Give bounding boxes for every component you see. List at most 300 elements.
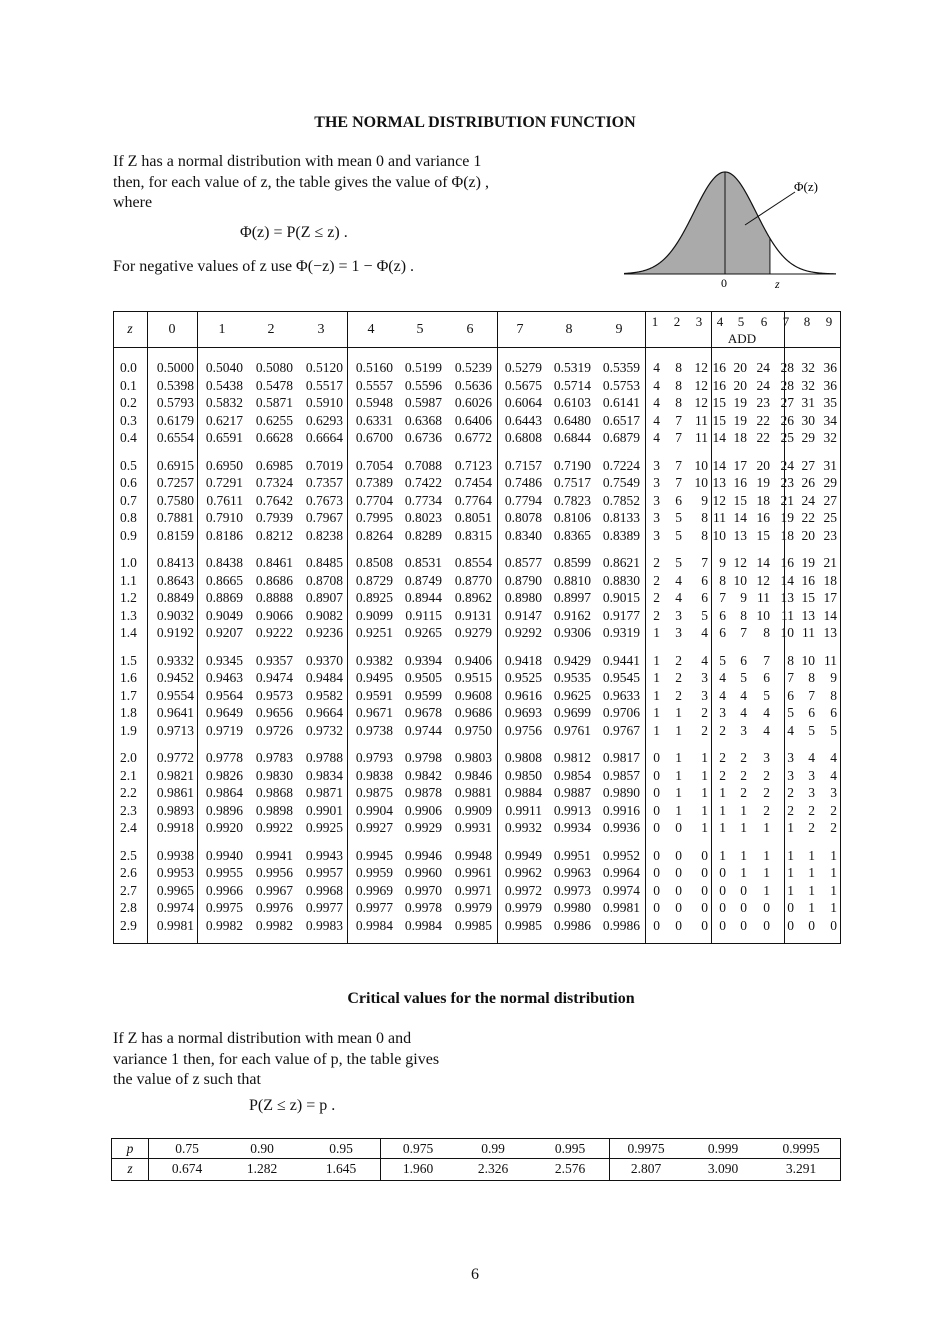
add-cell: 6 [719,625,726,641]
table-cell: 0.7910 [205,510,243,526]
table-cell: 0.9726 [255,722,293,738]
table-cell: 0.9931 [454,820,492,836]
table-cell: 0.9564 [205,687,243,703]
table-cell: 0.8925 [355,590,393,606]
add-cell: 8 [675,360,682,375]
table-cell: 0.5636 [454,377,492,393]
table-cell: 0.9977 [305,900,343,916]
table-cell: 0.9649 [205,705,243,721]
digit-header: 8 [565,322,573,337]
add-cell: 0 [653,917,660,933]
add-cell: 8 [808,670,815,686]
table-cell: 0.9970 [404,882,442,898]
table-cell: 0.9957 [305,865,343,881]
add-cell: 14 [712,430,726,446]
add-cell: 3 [701,670,708,686]
critical-values-table [111,1138,841,1181]
table-cell: 0.9934 [553,820,591,836]
table-cell: 0.5239 [454,360,492,375]
z-value: 0.8 [120,510,137,526]
table-cell: 0.6406 [454,412,492,428]
add-cell: 18 [780,527,794,543]
table-cell: 0.7549 [602,475,640,491]
add-cell: 1 [808,865,815,881]
table-cell: 0.9982 [255,917,293,933]
add-cell: 4 [701,625,708,641]
add-cell: 1 [719,785,726,801]
table-cell: 0.9946 [404,847,442,863]
add-cell: 1 [787,882,794,898]
add-cell: 7 [675,475,682,491]
add-cell: 15 [801,590,815,606]
add-cell: 15 [756,527,770,543]
add-cell: 21 [823,555,837,570]
z-value: 2.4 [120,820,137,836]
add-cell: 11 [824,652,837,668]
table-cell: 0.9956 [255,865,293,881]
table-cell: 0.7486 [504,475,542,491]
add-cell: 10 [694,457,708,473]
add-column-header: 1 [651,314,659,329]
table-cell: 0.8621 [602,555,640,570]
table-cell: 0.6141 [602,395,640,411]
digit-header: 4 [367,322,375,337]
table-cell: 0.7019 [305,457,343,473]
add-cell: 20 [733,377,747,393]
add-cell: 6 [740,652,747,668]
add-cell: 19 [801,555,815,570]
table-cell: 0.9279 [454,625,492,641]
table-cell: 0.9015 [602,590,640,606]
table-cell: 0.6985 [255,457,293,473]
add-cell: 6 [830,705,837,721]
add-cell: 24 [780,457,794,473]
add-cell: 16 [780,555,794,570]
add-cell: 1 [830,865,837,881]
add-cell: 0 [675,820,682,836]
table-cell: 0.9778 [205,750,243,765]
table-cell: 0.9099 [355,607,393,623]
normal-distribution-table [113,311,841,944]
add-cell: 4 [763,722,770,738]
table-cell: 0.7673 [305,492,343,508]
add-cell: 11 [695,412,708,428]
table-cell: 0.8686 [255,572,293,588]
add-cell: 7 [808,687,815,703]
table-cell: 0.9429 [553,652,591,668]
add-cell: 11 [757,590,770,606]
table-cell: 0.7291 [205,475,243,491]
add-cell: 2 [787,802,794,818]
table-cell: 0.5000 [156,360,194,375]
table-cell: 0.9573 [255,687,293,703]
table-cell: 0.9842 [404,767,442,783]
add-cell: 1 [763,820,770,836]
add-cell: 12 [756,572,770,588]
add-cell: 27 [801,457,815,473]
add-cell: 1 [808,847,815,863]
phi-label: Φ(z) [794,179,818,194]
table-cell: 0.9864 [205,785,243,801]
add-cell: 36 [823,360,837,375]
table-cell: 0.7734 [404,492,442,508]
table-cell: 0.9370 [305,652,343,668]
table-cell: 0.8159 [156,527,194,543]
table-cell: 0.6103 [553,395,591,411]
z-value: 0.0 [120,360,137,375]
table-cell: 0.8790 [504,572,542,588]
table-cell: 0.8708 [305,572,343,588]
table-cell: 0.9966 [205,882,243,898]
add-cell: 1 [701,785,708,801]
add-cell: 29 [801,430,815,446]
add-cell: 2 [763,785,770,801]
add-cell: 5 [675,555,682,570]
table-cell: 0.9916 [602,802,640,818]
table-cell: 0.9893 [156,802,194,818]
table-cell: 0.9319 [602,625,640,641]
definition-formula: Φ(z) = P(Z ≤ z) . [240,224,348,241]
table-cell: 0.9857 [602,767,640,783]
add-cell: 19 [780,510,794,526]
p-row-label: p [126,1141,134,1156]
table-cell: 0.8749 [404,572,442,588]
add-cell: 7 [701,555,708,570]
add-cell: 23 [780,475,794,491]
table-cell: 0.9345 [205,652,243,668]
add-cell: 4 [719,687,726,703]
table-cell: 0.9719 [205,722,243,738]
add-cell: 12 [694,377,708,393]
table-cell: 0.8023 [404,510,442,526]
table-cell: 0.9147 [504,607,542,623]
add-cell: 1 [653,670,660,686]
table-cell: 0.9032 [156,607,194,623]
z-value: 1.2 [120,590,137,606]
z-value: 0.4 [120,430,137,446]
add-cell: 6 [808,705,815,721]
table-cell: 0.7088 [404,457,442,473]
add-column-header: 8 [803,314,811,329]
table-cell: 0.7939 [255,510,293,526]
add-cell: 11 [695,430,708,446]
add-cell: 2 [740,767,747,783]
add-cell: 6 [763,670,770,686]
table-cell: 0.9920 [205,820,243,836]
add-cell: 13 [823,625,837,641]
add-cell: 26 [780,412,794,428]
add-cell: 3 [653,457,660,473]
add-cell: 3 [675,607,682,623]
add-cell: 1 [763,882,770,898]
p-value: 0.90 [250,1141,274,1156]
table-cell: 0.9972 [504,882,542,898]
page-number: 6 [471,1266,479,1283]
table-cell: 0.7852 [602,492,640,508]
table-cell: 0.7642 [255,492,293,508]
add-cell: 3 [763,750,770,765]
zero-label: 0 [721,276,727,290]
table-cell: 0.9222 [255,625,293,641]
add-cell: 23 [823,527,837,543]
table-cell: 0.5199 [404,360,442,375]
add-cell: 4 [763,705,770,721]
add-cell: 2 [808,820,815,836]
add-cell: 32 [823,430,837,446]
table-cell: 0.5160 [355,360,393,375]
add-cell: 3 [653,510,660,526]
table-cell: 0.7190 [553,457,591,473]
add-cell: 12 [694,360,708,375]
table-cell: 0.9664 [305,705,343,721]
table-cell: 0.9968 [305,882,343,898]
add-cell: 32 [801,377,815,393]
add-cell: 8 [830,687,837,703]
table-cell: 0.9959 [355,865,393,881]
add-cell: 7 [675,457,682,473]
p-value: 0.9995 [782,1141,820,1156]
table-cell: 0.9974 [602,882,640,898]
table-cell: 0.5040 [205,360,243,375]
table-cell: 0.9881 [454,785,492,801]
table-cell: 0.9838 [355,767,393,783]
table-cell: 0.7704 [355,492,393,508]
table-cell: 0.9738 [355,722,393,738]
add-cell: 2 [701,722,708,738]
add-cell: 0 [808,917,815,933]
table-cell: 0.9582 [305,687,343,703]
table-cell: 0.9940 [205,847,243,863]
add-cell: 10 [801,652,815,668]
table-cell: 0.5675 [504,377,542,393]
z-value: 0.7 [120,492,137,508]
add-cell: 1 [719,847,726,863]
table-cell: 0.5948 [355,395,393,411]
z-value: 1.1 [120,572,137,588]
add-cell: 2 [675,687,682,703]
table-cell: 0.9808 [504,750,542,765]
table-cell: 0.9207 [205,625,243,641]
add-cell: 1 [675,750,682,765]
table-cell: 0.5557 [355,377,393,393]
add-cell: 1 [830,882,837,898]
table-cell: 0.6179 [156,412,194,428]
table-cell: 0.9656 [255,705,293,721]
add-cell: 1 [675,722,682,738]
table-cell: 0.9515 [454,670,492,686]
table-cell: 0.9850 [504,767,542,783]
table-cell: 0.9699 [553,705,591,721]
add-cell: 1 [763,865,770,881]
add-cell: 21 [780,492,794,508]
add-cell: 1 [740,802,747,818]
table-cell: 0.5714 [553,377,591,393]
z-critical-value: 3.090 [707,1161,739,1176]
table-cell: 0.5832 [205,395,243,411]
table-cell: 0.9984 [355,917,393,933]
table-cell: 0.5438 [205,377,243,393]
table-cell: 0.8810 [553,572,591,588]
add-cell: 1 [740,847,747,863]
add-cell: 0 [763,900,770,916]
add-cell: 7 [763,652,770,668]
z-value: 0.6 [120,475,137,491]
table-cell: 0.8665 [205,572,243,588]
table-cell: 0.9967 [255,882,293,898]
add-cell: 12 [694,395,708,411]
table-cell: 0.9525 [504,670,542,686]
add-cell: 19 [733,412,747,428]
add-column-header: 2 [673,314,681,329]
add-cell: 4 [787,722,794,738]
add-cell: 20 [733,360,747,375]
add-cell: 6 [787,687,794,703]
add-cell: 1 [701,767,708,783]
table-cell: 0.8485 [305,555,343,570]
table-cell: 0.9982 [205,917,243,933]
table-cell: 0.9599 [404,687,442,703]
table-cell: 0.9633 [602,687,640,703]
add-cell: 4 [653,412,660,428]
add-cell: 5 [675,527,682,543]
add-cell: 10 [733,572,747,588]
add-cell: 3 [830,785,837,801]
table-cell: 0.5871 [255,395,293,411]
add-cell: 13 [780,590,794,606]
table-cell: 0.7157 [504,457,542,473]
z-critical-value: 1.960 [402,1161,434,1176]
add-cell: 24 [756,360,770,375]
add-cell: 20 [756,457,770,473]
normal-curve-diagram [620,150,840,295]
table-cell: 0.8315 [454,527,492,543]
table-cell: 0.9545 [602,670,640,686]
table-cell: 0.6844 [553,430,591,446]
table-cell: 0.8531 [404,555,442,570]
table-cell: 0.9236 [305,625,343,641]
add-cell: 1 [787,847,794,863]
z-value: 1.8 [120,705,137,721]
table-cell: 0.8962 [454,590,492,606]
table-cell: 0.6950 [205,457,243,473]
add-cell: 0 [701,882,708,898]
add-cell: 0 [719,882,726,898]
add-column-header: 7 [782,314,790,329]
add-column-header: 4 [716,314,724,329]
table-cell: 0.9265 [404,625,442,641]
table-cell: 0.5319 [553,360,591,375]
z-row-label: z [127,1161,133,1176]
table-cell: 0.9693 [504,705,542,721]
table-cell: 0.9971 [454,882,492,898]
add-cell: 2 [763,802,770,818]
table-cell: 0.8340 [504,527,542,543]
table-cell: 0.9985 [454,917,492,933]
table-cell: 0.9961 [454,865,492,881]
table-cell: 0.5987 [404,395,442,411]
add-cell: 8 [701,527,708,543]
add-label: ADD [727,331,757,346]
table-cell: 0.6368 [404,412,442,428]
table-cell: 0.9049 [205,607,243,623]
add-cell: 1 [830,900,837,916]
add-cell: 0 [675,917,682,933]
table-cell: 0.7517 [553,475,591,491]
table-cell: 0.9871 [305,785,343,801]
add-cell: 0 [675,882,682,898]
table-cell: 0.9941 [255,847,293,863]
table-cell: 0.9922 [255,820,293,836]
table-cell: 0.9761 [553,722,591,738]
add-cell: 22 [756,430,770,446]
add-cell: 4 [653,377,660,393]
add-cell: 7 [740,625,747,641]
table-cell: 0.7794 [504,492,542,508]
z-value: 2.5 [120,847,137,863]
table-cell: 0.9474 [255,670,293,686]
add-cell: 1 [787,865,794,881]
add-cell: 5 [719,652,726,668]
add-cell: 9 [830,670,837,686]
add-cell: 0 [740,900,747,916]
table-cell: 0.9418 [504,652,542,668]
table-cell: 0.9979 [454,900,492,916]
table-cell: 0.9382 [355,652,393,668]
table-cell: 0.8051 [454,510,492,526]
z-critical-value: 2.326 [477,1161,509,1176]
intro-text: If Z has a normal distribution with mean 0 and variance 1 then, for each value of z, the table gives the value of Φ(z) , where [113,153,489,211]
z-value: 2.7 [120,882,137,898]
add-cell: 7 [719,590,726,606]
add-cell: 28 [780,377,794,393]
table-cell: 0.9981 [156,917,194,933]
table-cell: 0.6064 [504,395,542,411]
table-cell: 0.9875 [355,785,393,801]
add-cell: 0 [740,882,747,898]
table-cell: 0.9975 [205,900,243,916]
table-cell: 0.6554 [156,430,194,446]
add-column-header: 9 [825,314,833,329]
table-cell: 0.9913 [553,802,591,818]
table-cell: 0.8888 [255,590,293,606]
add-cell: 26 [801,475,815,491]
table-cell: 0.8980 [504,590,542,606]
table-cell: 0.9332 [156,652,194,668]
add-cell: 3 [653,475,660,491]
add-cell: 0 [787,917,794,933]
add-cell: 10 [694,475,708,491]
add-cell: 1 [808,900,815,916]
add-cell: 11 [713,510,726,526]
add-cell: 2 [740,785,747,801]
table-cell: 0.6772 [454,430,492,446]
table-cell: 0.5596 [404,377,442,393]
z-value: 2.8 [120,900,137,916]
add-cell: 2 [830,820,837,836]
add-cell: 0 [653,767,660,783]
table-cell: 0.9066 [255,607,293,623]
add-cell: 35 [823,395,837,411]
p-value: 0.999 [707,1141,739,1156]
table-cell: 0.5120 [305,360,343,375]
digit-header: 6 [466,322,474,337]
table-cell: 0.9978 [404,900,442,916]
table-cell: 0.9452 [156,670,194,686]
add-cell: 4 [653,360,660,375]
table-cell: 0.9962 [504,865,542,881]
table-cell: 0.9505 [404,670,442,686]
table-cell: 0.9772 [156,750,194,765]
